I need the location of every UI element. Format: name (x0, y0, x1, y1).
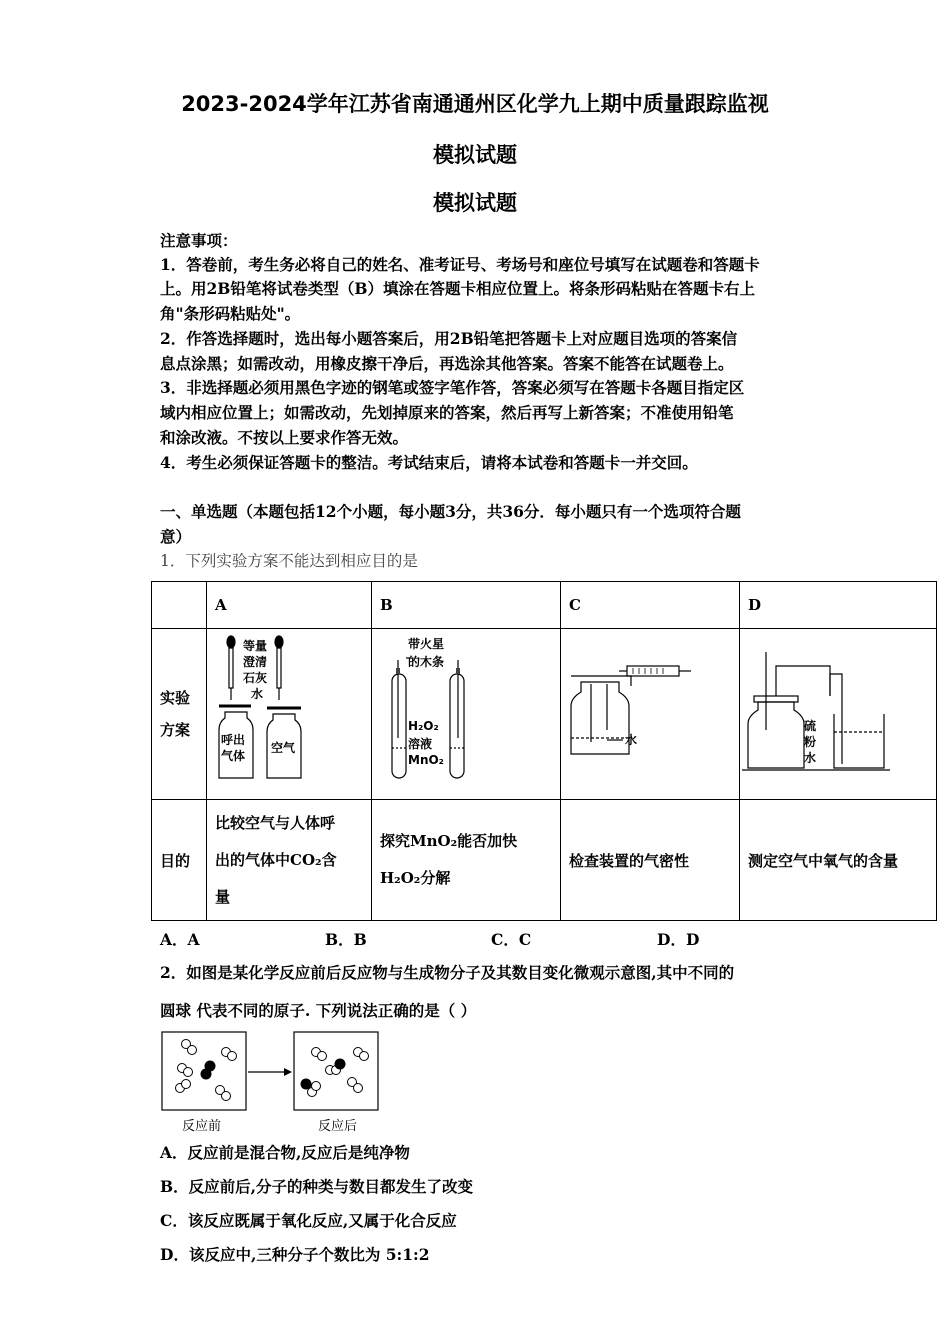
figure-d-oxygen (740, 630, 934, 798)
fig-a-label: 等量 (243, 639, 268, 653)
goal-c: 检查装置的气密性 (561, 800, 740, 921)
q2-option-a[interactable]: A．反应前是混合物,反应后是纯净物 (160, 1143, 410, 1162)
figure-c-airtight (561, 630, 739, 798)
section-heading-cont: 意） (160, 527, 192, 546)
notice-line: 1．答卷前，考生务必将自己的姓名、准考证号、考场号和座位号填写在试题卷和答题卡 (160, 255, 760, 274)
fig-b-label: MnO₂ (408, 753, 444, 767)
col-header-b: B (372, 582, 561, 629)
q1-stem: 1．下列实验方案不能达到相应目的是 (160, 552, 418, 570)
notice-line: 4．考生必须保证答题卡的整洁。考试结束后，请将本试卷和答题卡一并交回。 (160, 453, 698, 472)
row-label-goal: 目的 (152, 800, 207, 921)
notice-line: 域内相应位置上；如需改动，先划掉原来的答案，然后再写上新答案；不准使用铅笔 (160, 403, 734, 422)
notice-line: 和涂改液。不按以上要求作答无效。 (160, 428, 409, 447)
q2-molecule-diagram (160, 1030, 382, 1136)
fig-a-label: 水 (251, 687, 264, 701)
notice-line: 3．非选择题必须用黑色字迹的钢笔或签字笔作答，答案必须写在答题卡各题目指定区 (160, 378, 745, 397)
section-heading: 一、单选题（本题包括12个小题，每小题3分，共36分．每小题只有一个选项符合题 (160, 502, 741, 521)
fig-a-label: 澄清 (243, 655, 268, 669)
title-line-3: 模拟试题 (433, 191, 517, 215)
figure-b-catalyst (372, 630, 560, 798)
fig-d-label: 硫 (804, 719, 817, 733)
q2-option-c[interactable]: C．该反应既属于氧化反应,又属于化合反应 (160, 1211, 457, 1230)
goal-a: 比较空气与人体呼 出的气体中CO₂含 量 (207, 800, 372, 921)
fig-d-label: 水 (804, 751, 817, 765)
fig-b-label: H₂O₂ (408, 719, 439, 733)
title-line-1: 2023-2024学年江苏省南通通州区化学九上期中质量跟踪监视 (181, 92, 769, 116)
q2-stem-line-1: 2．如图是某化学反应前后反应物与生成物分子及其数目变化微观示意图,其中不同的 (160, 963, 735, 982)
fig-d-label: 粉 (804, 735, 817, 749)
q1-table (151, 581, 937, 921)
q2-stem-line-2: 圆球 代表不同的原子. 下列说法正确的是（ ） (160, 1001, 477, 1020)
table-corner (152, 582, 207, 629)
fig-b-label: 带火星 (408, 637, 445, 651)
q2-option-b[interactable]: B．反应前后,分子的种类与数目都发生了改变 (160, 1177, 473, 1196)
col-header-d: D (740, 582, 937, 629)
fig-b-label: 的木条 (408, 655, 445, 669)
q1-option-c[interactable]: C．C (491, 930, 532, 949)
q2-option-d[interactable]: D．该反应中,三种分子个数比为 5:1:2 (160, 1245, 430, 1264)
fig-a-label: 石灰 (243, 671, 268, 685)
fig-c-label: 水 (625, 733, 638, 747)
notice-line: 2．作答选择题时，选出每小题答案后，用2B铅笔把答题卡上对应题目选项的答案信 (160, 329, 738, 348)
notice-line: 角"条形码粘贴处"。 (160, 304, 301, 323)
notice-line: 上。用2B铅笔将试卷类型（B）填涂在答题卡相应位置上。将条形码粘贴在答题卡右上 (160, 279, 755, 298)
notice-heading: 注意事项： (160, 231, 238, 250)
notice-line: 息点涂黑；如需改动，用橡皮擦干净后，再选涂其他答案。答案不能答在试题卷上。 (160, 354, 734, 373)
title-line-2: 模拟试题 (433, 143, 517, 167)
fig-b-label: 溶液 (408, 737, 433, 751)
label-before: 反应前 (182, 1119, 222, 1134)
fig-a-label: 空气 (271, 741, 296, 755)
q1-option-a[interactable]: A．A (160, 930, 200, 949)
goal-d: 测定空气中氧气的含量 (740, 800, 937, 921)
goal-b: 探究MnO₂能否加快 H₂O₂分解 (372, 800, 561, 921)
row-label-plan: 实验 方案 (152, 629, 207, 800)
q1-option-d[interactable]: D．D (657, 930, 700, 949)
label-after: 反应后 (318, 1119, 358, 1134)
q1-option-b[interactable]: B．B (325, 930, 367, 949)
figure-a-limewater (207, 630, 371, 798)
col-header-a: A (207, 582, 372, 629)
fig-a-label: 呼出 (221, 733, 246, 747)
fig-a-label: 气体 (221, 749, 246, 763)
col-header-c: C (561, 582, 740, 629)
